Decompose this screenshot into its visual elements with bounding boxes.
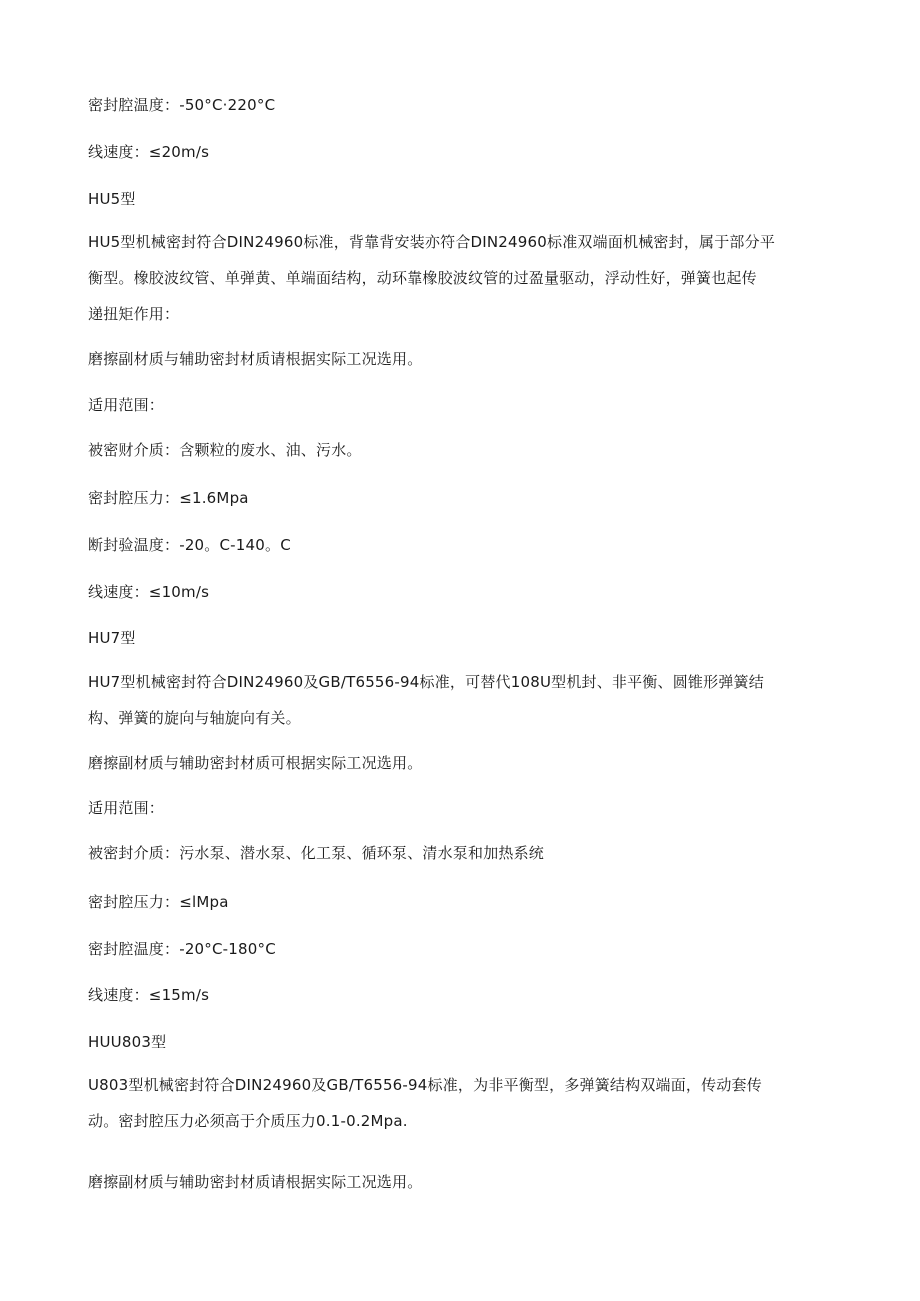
spec-line-speed: 线速度：≤20m∕s bbox=[88, 143, 210, 161]
hu7-chamber-pressure: 密封腔压力：≤lMpa bbox=[88, 893, 229, 911]
hu5-line-speed: 线速度：≤10m∕s bbox=[88, 583, 210, 601]
hu7-chamber-temperature: 密封腔温度：-20°C-180°C bbox=[88, 940, 276, 958]
hu5-description-line-3: 递扭矩作用： bbox=[88, 305, 180, 323]
u803-description-line-2: 动。密封腔压力必须高于介质压力0.1-0.2Mpa. bbox=[88, 1112, 408, 1130]
section-heading-hu5: HU5型 bbox=[88, 190, 136, 208]
hu7-line-speed: 线速度：≤15m∕s bbox=[88, 986, 210, 1004]
u803-description-line-1: U803型机械密封符合DIN24960及GB/T6556-94标准，为非平衡型，多弹簧结构双端面，传动套传 bbox=[88, 1076, 762, 1094]
hu5-chamber-pressure: 密封腔压力：≤1.6Mpa bbox=[88, 489, 249, 507]
section-heading-huu803: HUU803型 bbox=[88, 1033, 167, 1051]
hu7-scope-heading: 适用范围： bbox=[88, 799, 165, 817]
hu7-sealed-medium: 被密封介质：污水泵、潜水泵、化工泵、循环泵、清水泵和加热系统 bbox=[88, 844, 545, 862]
u803-material-note: 磨擦副材质与辅助密封材质请根据实际工况选用。 bbox=[88, 1173, 423, 1191]
hu7-description-line-2: 构、弹簧的旋向与轴旋向有关。 bbox=[88, 709, 301, 727]
hu5-sealed-medium: 被密财介质：含颗粒的废水、油、污水。 bbox=[88, 441, 362, 459]
hu7-material-note: 磨擦副材质与辅助密封材质可根据实际工况选用。 bbox=[88, 754, 423, 772]
hu5-description-line-1: HU5型机械密封符合DIN24960标准，背靠背安装亦符合DIN24960标准双端面机械密封，属于部分平 bbox=[88, 233, 776, 251]
hu5-scope-heading: 适用范围： bbox=[88, 396, 165, 414]
hu5-chamber-temperature: 断封验温度：-20。C-140。C bbox=[88, 536, 291, 554]
spec-chamber-temperature: 密封腔温度：-50°C·220°C bbox=[88, 96, 276, 114]
hu5-material-note: 磨擦副材质与辅助密封材质请根据实际工况选用。 bbox=[88, 350, 423, 368]
section-heading-hu7: HU7型 bbox=[88, 629, 136, 647]
hu5-description-line-2: 衡型。橡胶波纹管、单弹黄、单端面结构，动环靠橡胶波纹管的过盈量驱动，浮动性好，弹簧也起传 bbox=[88, 269, 757, 287]
hu7-description-line-1: HU7型机械密封符合DIN24960及GB/T6556-94标准，可替代108U型机封、非平衡、圆锥形弹簧结 bbox=[88, 673, 764, 691]
